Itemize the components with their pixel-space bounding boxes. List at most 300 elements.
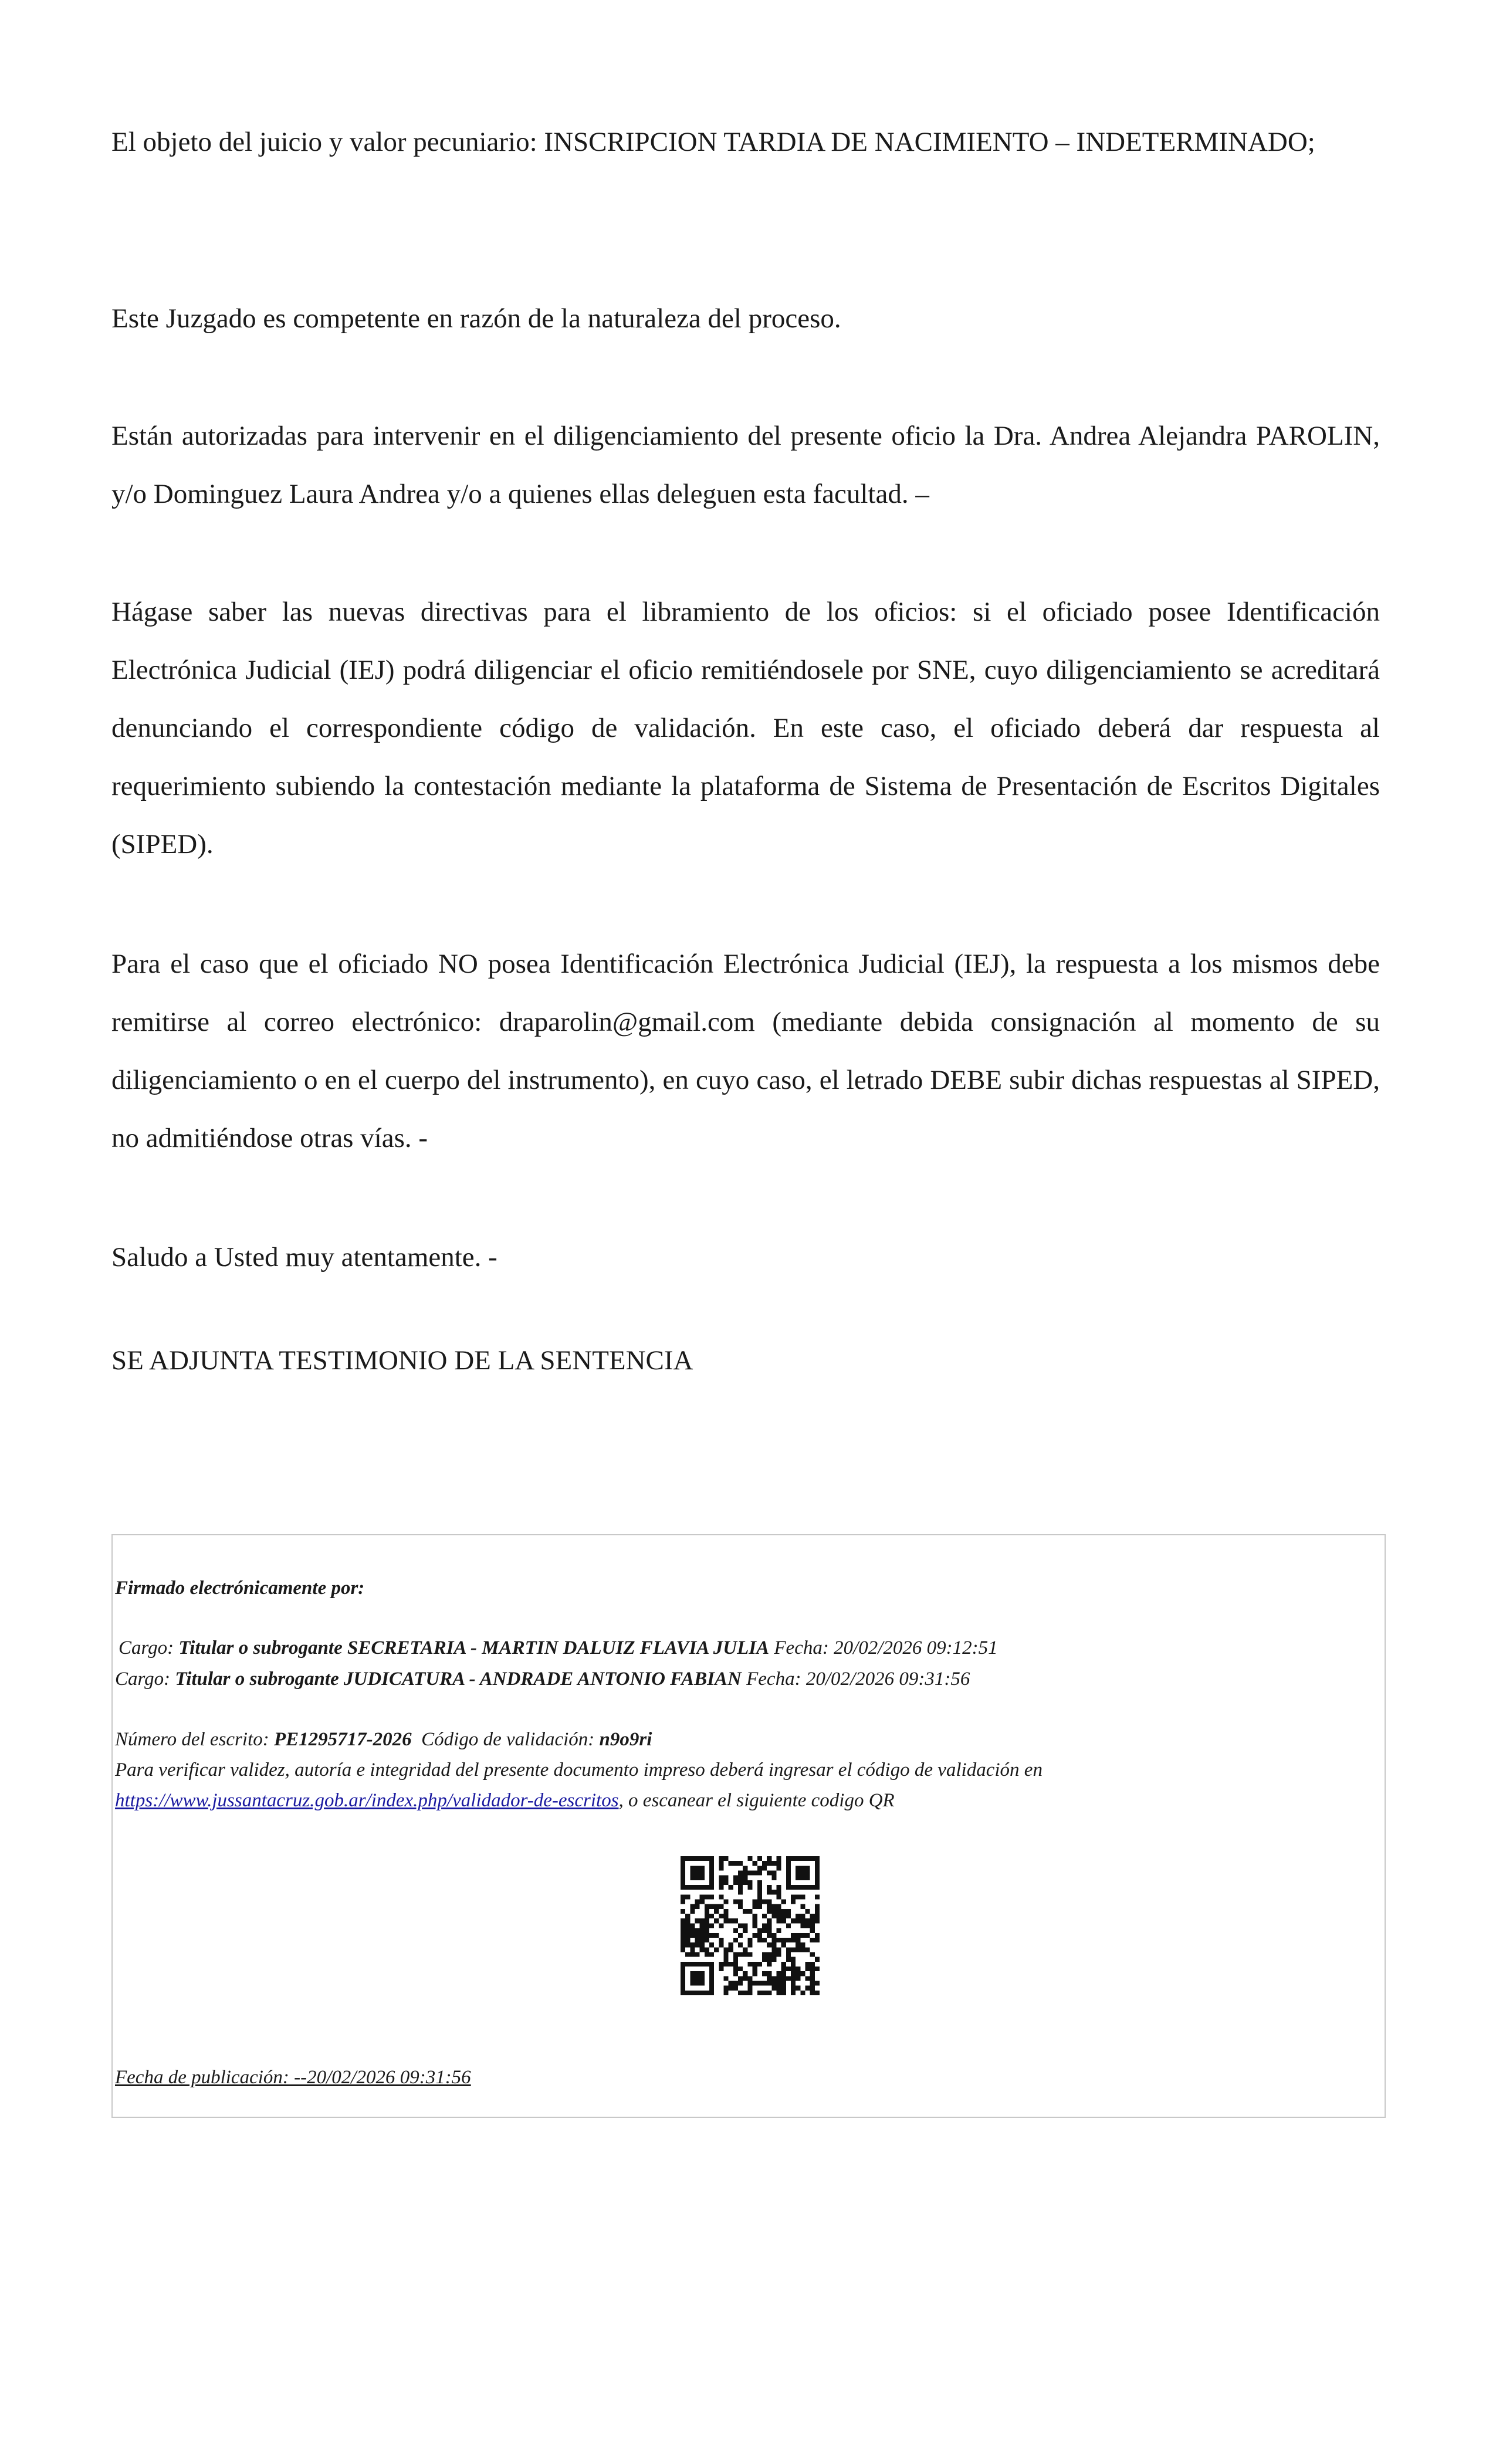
qr-module — [815, 1904, 820, 1909]
qr-module — [681, 1938, 685, 1942]
qr-module — [690, 1866, 695, 1870]
qr-module — [743, 1991, 747, 1995]
qr-module — [738, 1923, 743, 1928]
qr-module — [753, 1900, 757, 1904]
qr-module — [762, 1861, 767, 1866]
qr-module — [767, 1890, 771, 1894]
qr-module — [719, 1923, 723, 1928]
qr-module — [690, 1933, 695, 1938]
qr-module — [805, 1909, 810, 1914]
qr-module — [776, 1861, 781, 1866]
paragraph-directivas: Hágase saber las nuevas directivas para el libramiento de los oficios: si el oficiado posee Identificación Electrónica Judicial (IEJ) podrá diligenciar el oficio remitiéndosele por SNE, cuyo diligenciamiento se acreditará denunciando el correspondiente código de validación. En este caso, el oficiado deberá dar respuesta al requerimiento subiendo la contestación mediante la plataforma de Sistema de Presentación de Escritos Digitales (SIPED). — [111, 597, 1380, 859]
validator-link[interactable]: https://www.jussantacruz.gob.ar/index.php/validador-de-escritos — [115, 1790, 619, 1811]
qr-module — [796, 1914, 800, 1918]
qr-module — [729, 1885, 733, 1890]
qr-module — [786, 1952, 791, 1957]
qr-module — [743, 1976, 747, 1981]
qr-module — [800, 1856, 805, 1861]
qr-module — [700, 1900, 705, 1904]
qr-module — [719, 1861, 723, 1866]
qr-module — [771, 1914, 776, 1918]
paragraph-saludo: Saludo a Usted muy atentamente. - — [111, 1242, 497, 1272]
qr-module — [714, 1918, 719, 1923]
qr-module — [724, 1962, 729, 1967]
qr-module — [786, 1914, 791, 1918]
qr-module — [791, 1986, 796, 1991]
qr-module — [771, 1976, 776, 1981]
qr-module — [700, 1976, 705, 1981]
qr-module — [733, 1981, 738, 1985]
qr-module — [786, 1871, 791, 1876]
qr-module — [700, 1856, 705, 1861]
qr-module — [685, 1894, 690, 1899]
qr-module — [733, 1971, 738, 1976]
qr-module — [729, 1942, 733, 1947]
qr-module — [709, 1904, 714, 1909]
qr-module — [753, 1923, 757, 1928]
paragraph-competencia: Este Juzgado es competente en razón de la naturaleza del proceso. — [111, 303, 841, 334]
qr-module — [705, 1938, 709, 1942]
qr-module — [810, 1986, 815, 1991]
qr-module — [714, 1904, 719, 1909]
qr-module — [685, 1914, 690, 1918]
qr-module — [747, 1942, 752, 1947]
qr-module — [786, 1876, 791, 1880]
qr-module — [805, 1866, 810, 1870]
qr-module — [747, 1856, 752, 1861]
qr-module — [685, 1942, 690, 1947]
qr-module — [719, 1856, 723, 1861]
qr-module — [791, 1933, 796, 1938]
qr-module — [762, 1866, 767, 1870]
qr-module — [695, 1876, 700, 1880]
qr-module — [796, 1947, 800, 1952]
qr-module — [781, 1962, 786, 1967]
qr-module — [776, 1866, 781, 1870]
qr-module — [747, 1952, 752, 1957]
qr-module — [796, 1871, 800, 1876]
qr-module — [753, 1981, 757, 1985]
qr-module — [767, 1923, 771, 1928]
qr-module — [709, 1856, 714, 1861]
qr-module — [724, 1986, 729, 1991]
qr-module — [762, 1952, 767, 1957]
qr-module — [791, 1947, 796, 1952]
paragraph-adjunta: SE ADJUNTA TESTIMONIO DE LA SENTENCIA — [111, 1345, 693, 1376]
qr-module — [685, 1856, 690, 1861]
qr-module — [733, 1928, 738, 1933]
qr-module — [681, 1866, 685, 1870]
qr-module — [786, 1880, 791, 1885]
qr-module — [705, 1928, 709, 1933]
qr-module — [781, 1971, 786, 1976]
qr-module — [709, 1942, 714, 1947]
qr-module — [690, 1885, 695, 1890]
qr-module — [810, 1952, 815, 1957]
qr-module — [724, 1991, 729, 1995]
qr-module — [705, 1952, 709, 1957]
qr-module — [695, 1900, 700, 1904]
qr-module — [776, 1918, 781, 1923]
qr-module — [681, 1933, 685, 1938]
qr-module — [719, 1942, 723, 1947]
qr-module — [815, 1880, 820, 1885]
qr-module — [695, 1904, 700, 1909]
qr-module — [733, 1962, 738, 1967]
qr-module — [757, 1928, 762, 1933]
qr-module — [796, 1918, 800, 1923]
qr-module — [796, 1938, 800, 1942]
qr-module — [709, 1894, 714, 1899]
qr-module — [771, 1876, 776, 1880]
qr-module — [695, 1871, 700, 1876]
qr-module — [815, 1918, 820, 1923]
qr-module — [743, 1876, 747, 1880]
qr-module — [695, 1991, 700, 1995]
qr-module — [729, 1918, 733, 1923]
qr-module — [757, 1962, 762, 1967]
qr-module — [776, 1952, 781, 1957]
qr-module — [757, 1933, 762, 1938]
qr-module — [815, 1957, 820, 1962]
qr-module — [757, 1866, 762, 1870]
qr-module — [714, 1933, 719, 1938]
qr-module — [705, 1904, 709, 1909]
qr-module — [805, 1962, 810, 1967]
qr-module — [771, 1952, 776, 1957]
qr-module — [709, 1923, 714, 1928]
qr-module — [681, 1900, 685, 1904]
qr-module — [762, 1957, 767, 1962]
qr-module — [709, 1962, 714, 1967]
qr-module — [700, 1981, 705, 1985]
qr-module — [786, 1856, 791, 1861]
qr-module — [705, 1933, 709, 1938]
qr-module — [757, 1904, 762, 1909]
qr-module — [771, 1947, 776, 1952]
qr-module — [805, 1918, 810, 1923]
qr-module — [695, 1938, 700, 1942]
qr-module — [776, 1971, 781, 1976]
qr-module — [709, 1914, 714, 1918]
qr-module — [805, 1967, 810, 1971]
signature-heading: Firmado electrónicamente por: — [115, 1578, 365, 1599]
qr-module — [695, 1962, 700, 1967]
qr-module — [685, 1962, 690, 1967]
qr-module — [705, 1885, 709, 1890]
qr-module — [709, 1871, 714, 1876]
qr-module — [767, 1900, 771, 1904]
qr-module — [753, 1933, 757, 1938]
qr-module — [695, 1933, 700, 1938]
qr-module — [700, 1947, 705, 1952]
qr-module — [796, 1933, 800, 1938]
qr-module — [743, 1952, 747, 1957]
codigo-validacion: n9o9ri — [599, 1729, 652, 1750]
qr-module — [791, 1976, 796, 1981]
qr-module — [791, 1894, 796, 1899]
qr-module — [719, 1938, 723, 1942]
qr-module — [738, 1890, 743, 1894]
qr-module — [767, 1991, 771, 1995]
qr-module — [810, 1981, 815, 1985]
qr-module — [786, 1885, 791, 1890]
qr-module — [796, 1976, 800, 1981]
qr-module — [681, 1976, 685, 1981]
qr-module — [709, 1981, 714, 1985]
qr-module — [724, 1918, 729, 1923]
qr-module — [700, 1871, 705, 1876]
qr-module — [786, 1861, 791, 1866]
qr-module — [776, 1909, 781, 1914]
qr-module — [771, 1871, 776, 1876]
qr-module — [776, 1894, 781, 1899]
qr-module — [791, 1967, 796, 1971]
qr-module — [767, 1976, 771, 1981]
qr-module — [690, 1942, 695, 1947]
qr-module — [733, 1861, 738, 1866]
qr-module — [776, 1976, 781, 1981]
qr-module — [805, 1947, 810, 1952]
qr-module — [762, 1971, 767, 1976]
qr-module — [743, 1971, 747, 1976]
qr-module — [800, 1923, 805, 1928]
qr-module — [747, 1885, 752, 1890]
qr-module — [729, 1962, 733, 1967]
qr-module — [743, 1928, 747, 1933]
qr-module — [762, 1991, 767, 1995]
qr-module — [767, 1918, 771, 1923]
qr-module — [733, 1918, 738, 1923]
qr-module — [695, 1976, 700, 1981]
qr-module — [690, 1904, 695, 1909]
qr-module — [796, 1986, 800, 1991]
qr-module — [700, 1933, 705, 1938]
qr-module — [767, 1871, 771, 1876]
qr-module — [762, 1900, 767, 1904]
qr-module — [810, 1938, 815, 1942]
qr-module — [753, 1904, 757, 1909]
qr-module — [796, 1856, 800, 1861]
qr-module — [767, 1885, 771, 1890]
qr-module — [690, 1962, 695, 1967]
qr-module — [695, 1885, 700, 1890]
qr-module — [719, 1866, 723, 1870]
qr-module — [724, 1876, 729, 1880]
qr-module — [681, 1876, 685, 1880]
qr-module — [815, 1885, 820, 1890]
qr-module — [681, 1909, 685, 1914]
qr-module — [800, 1876, 805, 1880]
qr-module — [733, 1900, 738, 1904]
qr-module — [805, 1923, 810, 1928]
qr-module — [724, 1880, 729, 1885]
qr-module — [681, 1885, 685, 1890]
qr-module — [690, 1991, 695, 1995]
qr-module — [805, 1876, 810, 1880]
qr-module — [815, 1876, 820, 1880]
qr-module — [796, 1967, 800, 1971]
qr-module — [796, 1971, 800, 1976]
qr-module — [757, 1856, 762, 1861]
qr-module — [690, 1876, 695, 1880]
qr-module — [719, 1894, 723, 1899]
qr-module — [729, 1981, 733, 1985]
qr-module — [815, 1856, 820, 1861]
qr-module — [781, 1914, 786, 1918]
qr-module — [800, 1971, 805, 1976]
qr-module — [685, 1952, 690, 1957]
qr-module — [757, 1991, 762, 1995]
qr-module — [700, 1928, 705, 1933]
qr-module — [690, 1909, 695, 1914]
qr-module — [705, 1894, 709, 1899]
qr-module — [738, 1952, 743, 1957]
qr-module — [757, 1871, 762, 1876]
qr-module — [690, 1947, 695, 1952]
qr-module — [767, 1952, 771, 1957]
qr-module — [733, 1967, 738, 1971]
qr-module — [719, 1880, 723, 1885]
qr-module — [695, 1981, 700, 1985]
qr-module — [776, 1914, 781, 1918]
qr-module — [700, 1918, 705, 1923]
qr-module — [753, 1918, 757, 1923]
qr-module — [776, 1928, 781, 1933]
qr-module — [743, 1909, 747, 1914]
qr-module — [767, 1942, 771, 1947]
qr-module — [791, 1900, 796, 1904]
qr-module — [738, 1871, 743, 1876]
qr-module — [800, 1871, 805, 1876]
qr-module — [719, 1914, 723, 1918]
qr-module — [719, 1967, 723, 1971]
qr-module — [767, 1933, 771, 1938]
qr-module — [776, 1885, 781, 1890]
qr-module — [805, 1871, 810, 1876]
qr-module — [805, 1933, 810, 1938]
qr-module — [747, 1962, 752, 1967]
qr-module — [786, 1938, 791, 1942]
qr-module — [800, 1933, 805, 1938]
qr-module — [690, 1923, 695, 1928]
qr-module — [815, 1981, 820, 1985]
qr-module — [738, 1904, 743, 1909]
qr-module — [709, 1991, 714, 1995]
qr-module — [685, 1928, 690, 1933]
qr-module — [705, 1991, 709, 1995]
qr-module — [815, 1967, 820, 1971]
qr-module — [743, 1947, 747, 1952]
qr-module — [767, 1904, 771, 1909]
publication-date: Fecha de publicación: --20/02/2026 09:31:56 — [115, 2067, 471, 2088]
qr-module — [753, 1871, 757, 1876]
qr-module — [776, 1938, 781, 1942]
qr-module — [762, 1981, 767, 1985]
qr-module — [771, 1933, 776, 1938]
qr-module — [724, 1909, 729, 1914]
qr-module — [714, 1947, 719, 1952]
qr-module — [681, 1967, 685, 1971]
qr-module — [805, 1976, 810, 1981]
verify-instructions: Para verificar validez, autoría e integridad del presente documento impreso deberá ingresar el código de validación en — [115, 1759, 1043, 1781]
qr-code — [681, 1856, 820, 1995]
qr-module — [796, 1866, 800, 1870]
qr-module — [757, 1938, 762, 1942]
qr-module — [709, 1967, 714, 1971]
qr-module — [762, 1914, 767, 1918]
qr-module — [705, 1909, 709, 1914]
qr-module — [776, 1856, 781, 1861]
qr-module — [767, 1909, 771, 1914]
qr-module — [733, 1876, 738, 1880]
qr-module — [685, 1885, 690, 1890]
qr-module — [681, 1856, 685, 1861]
qr-module — [767, 1928, 771, 1933]
qr-module — [805, 1885, 810, 1890]
qr-module — [810, 1991, 815, 1995]
qr-module — [786, 1923, 791, 1928]
qr-module — [709, 1971, 714, 1976]
qr-module — [724, 1976, 729, 1981]
qr-module — [786, 1909, 791, 1914]
qr-module — [810, 1971, 815, 1976]
qr-module — [700, 1938, 705, 1942]
qr-module — [738, 1880, 743, 1885]
qr-module — [800, 1918, 805, 1923]
qr-module — [738, 1967, 743, 1971]
qr-module — [700, 1971, 705, 1976]
qr-module — [705, 1856, 709, 1861]
qr-module — [800, 1885, 805, 1890]
qr-module — [767, 1957, 771, 1962]
qr-module — [753, 1914, 757, 1918]
qr-module — [733, 1952, 738, 1957]
qr-module — [690, 1952, 695, 1957]
qr-module — [781, 1967, 786, 1971]
qr-module — [695, 1866, 700, 1870]
qr-module — [681, 1962, 685, 1967]
qr-module — [771, 1861, 776, 1866]
qr-module — [700, 1942, 705, 1947]
qr-module — [762, 1928, 767, 1933]
qr-module — [681, 1971, 685, 1976]
paragraph-objeto: El objeto del juicio y valor pecuniario: INSCRIPCION TARDIA DE NACIMIENTO – INDETERMINADO; — [111, 127, 1315, 157]
qr-module — [719, 1904, 723, 1909]
qr-module — [753, 1971, 757, 1976]
qr-module — [815, 1894, 820, 1899]
qr-module — [800, 1866, 805, 1870]
qr-module — [738, 1933, 743, 1938]
qr-module — [757, 1885, 762, 1890]
qr-module — [733, 1938, 738, 1942]
qr-module — [815, 1909, 820, 1914]
qr-module — [781, 1909, 786, 1914]
qr-module — [681, 1880, 685, 1885]
qr-module — [805, 1856, 810, 1861]
qr-module — [767, 1971, 771, 1976]
qr-module — [810, 1885, 815, 1890]
qr-module — [690, 1981, 695, 1985]
qr-module — [738, 1876, 743, 1880]
qr-module — [719, 1962, 723, 1967]
qr-module — [767, 1856, 771, 1861]
qr-module — [747, 1991, 752, 1995]
qr-module — [781, 1976, 786, 1981]
qr-module — [733, 1986, 738, 1991]
qr-module — [786, 1947, 791, 1952]
qr-module — [800, 1991, 805, 1995]
